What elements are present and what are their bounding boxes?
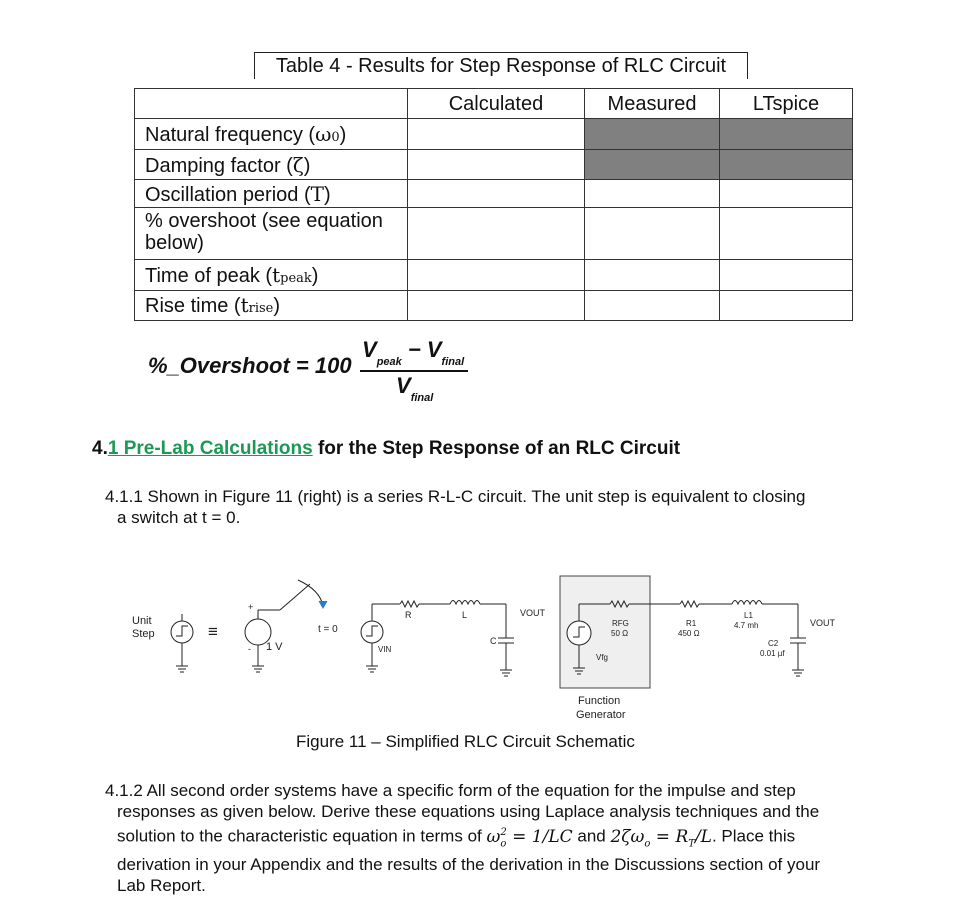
label-unit: Unit (132, 615, 152, 627)
cell-ltspice (720, 291, 853, 321)
header-ltspice: LTspice (720, 89, 853, 119)
label-r1: R1 (686, 619, 697, 628)
equiv-sign: ≡ (208, 622, 218, 641)
switch-icon (280, 584, 310, 610)
plus-sign: + (248, 602, 254, 612)
section-heading: 4.1 Pre-Lab Calculations for the Step Response of an RLC Circuit (92, 438, 681, 459)
formula-numerator: $V_{peak} - V_{final}$ (362, 337, 465, 368)
table-row (135, 208, 853, 260)
label-1v: 1 V (266, 641, 283, 653)
figure-caption: Figure 11 – Simplified RLC Circuit Schematic (296, 732, 635, 751)
cell-calculated (408, 260, 585, 291)
cell-calculated (408, 150, 585, 180)
cell-calculated (408, 180, 585, 208)
label-c: C (490, 636, 497, 646)
label-c2-value: 0.01 µf (760, 649, 785, 658)
inductor-icon (450, 601, 480, 605)
cell-ltspice (720, 180, 853, 208)
label-r1-value: 450 Ω (678, 629, 700, 638)
header-empty (135, 89, 408, 119)
cell-measured (585, 208, 720, 260)
label-rfg-value: 50 Ω (611, 629, 629, 638)
label-generator: Generator (576, 709, 626, 721)
cell-ltspice (720, 260, 853, 291)
table-row (135, 260, 853, 291)
table-row (135, 291, 853, 321)
formula-denominator: $V_{final}$ (396, 373, 434, 404)
label-vout-2: VOUT (810, 618, 836, 628)
label-l1: L1 (744, 611, 753, 620)
label-function: Function (578, 695, 621, 707)
table-row (135, 119, 853, 150)
table-row (135, 180, 853, 208)
cell-calculated (408, 208, 585, 260)
row-label-natural-frequency: Natural frequency (ω0) (135, 119, 408, 150)
results-table (134, 88, 853, 321)
label-vout-1: VOUT (520, 608, 546, 618)
label-l: L (462, 610, 468, 620)
label-r: R (405, 610, 412, 620)
minus-sign: - (248, 644, 251, 654)
cell-ltspice-disabled (720, 150, 853, 180)
section-link[interactable]: 1 Pre-Lab Calculations (107, 438, 313, 459)
paragraph-4-1-2: 4.1.2 All second order systems have a specific form of the equation for the impulse and step responses as given below. Derive these equations using Laplace analysis techniques and the solution to the characteristic equation in terms of $\omega_o^2 = 1/LC$ and $2\zeta\omega_o = R_T/L$. Place this derivation in your Appendix and the results of the derivation in the Discussions section of your Lab Report. (105, 780, 870, 896)
label-rfg: RFG (612, 619, 629, 628)
row-label-damping-factor: Damping factor (ζ) (135, 150, 408, 180)
overshoot-formula (148, 337, 488, 417)
cell-calculated (408, 119, 585, 150)
label-c2: C2 (768, 639, 779, 648)
cell-measured-disabled (585, 119, 720, 150)
label-step: Step (132, 628, 155, 640)
cell-ltspice (720, 208, 853, 260)
cell-ltspice-disabled (720, 119, 853, 150)
cell-measured (585, 180, 720, 208)
cell-measured (585, 291, 720, 321)
label-vin: VIN (378, 645, 392, 654)
header-measured: Measured (585, 89, 720, 119)
header-calculated: Calculated (408, 89, 585, 119)
fraction-bar (360, 370, 468, 372)
label-l1-value: 4.7 mh (734, 621, 759, 630)
table-row (135, 150, 853, 180)
row-label-rise-time: Rise time (trise) (135, 291, 408, 321)
row-label-time-of-peak: Time of peak (tpeak) (135, 260, 408, 291)
resistor-icon (400, 601, 419, 607)
table-caption: Table 4 - Results for Step Response of RLC Circuit (254, 52, 748, 79)
cell-measured (585, 260, 720, 291)
row-label-overshoot: % overshoot (see equation below) (135, 208, 408, 260)
rlc-schematic (120, 570, 840, 730)
paragraph-4-1-1: 4.1.1 Shown in Figure 11 (right) is a series R-L-C circuit. The unit step is equivalent to closing a switch at t = 0. (105, 487, 806, 527)
label-vfg: Vfg (596, 653, 609, 662)
equation-line: solution to the characteristic equation in terms of $\omega_o^2 = 1/LC$ and $2\zeta\omega_o = R_T/L$. Place this (117, 826, 796, 850)
cell-calculated (408, 291, 585, 321)
label-t0: t = 0 (318, 624, 338, 635)
row-label-oscillation-period: Oscillation period (T) (135, 180, 408, 208)
r1-resistor-icon (680, 601, 699, 607)
formula-lhs: %_Overshoot = 100 (148, 353, 352, 378)
cell-measured-disabled (585, 150, 720, 180)
l1-inductor-icon (732, 601, 762, 605)
